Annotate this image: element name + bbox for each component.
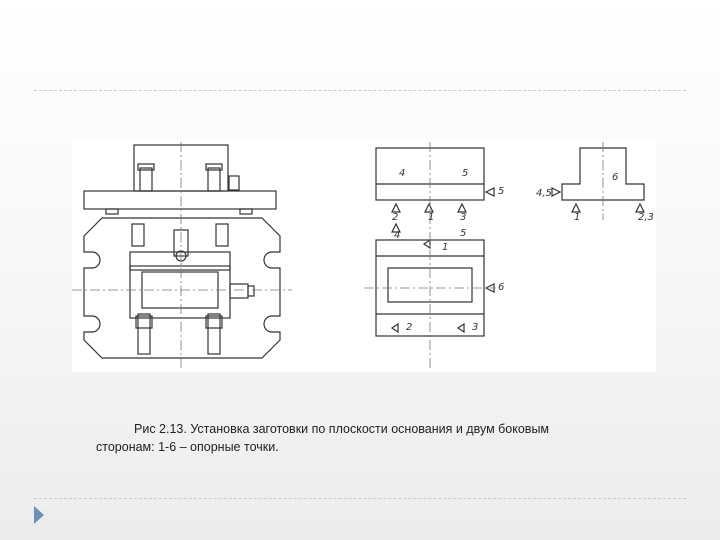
fixture-drawing	[84, 145, 280, 358]
label-front-3: 3	[460, 212, 467, 223]
label-top-3: 3	[472, 322, 479, 333]
label-side-45: 4,5	[536, 188, 552, 199]
caption-line-2: сторонам: 1-6 – опорные точки.	[96, 440, 279, 454]
drawing-svg	[72, 140, 656, 372]
label-front-1: 1	[428, 212, 435, 223]
label-top-2: 2	[406, 322, 413, 333]
label-front-2: 2	[392, 212, 399, 223]
next-slide-arrow-icon[interactable]	[34, 506, 44, 524]
figure-caption	[96, 420, 636, 456]
label-side-1: 1	[574, 212, 581, 223]
caption-line-1: Рис 2.13. Установка заготовки по плоскости основания и двум боковым	[134, 422, 550, 436]
label-front-4: 4	[399, 168, 406, 179]
label-front-5c: 5	[460, 228, 467, 239]
label-front-5b: 5	[498, 186, 505, 197]
top-divider	[34, 90, 686, 91]
label-side-6: 6	[612, 172, 619, 183]
label-front-5: 5	[462, 168, 469, 179]
label-side-23: 2,3	[638, 212, 654, 223]
label-top-6: 6	[498, 282, 505, 293]
bottom-divider	[34, 498, 686, 499]
label-top-1: 1	[442, 242, 449, 253]
technical-drawing	[72, 140, 656, 372]
point-labels	[392, 168, 654, 333]
label-front-4b: 4	[394, 230, 401, 241]
